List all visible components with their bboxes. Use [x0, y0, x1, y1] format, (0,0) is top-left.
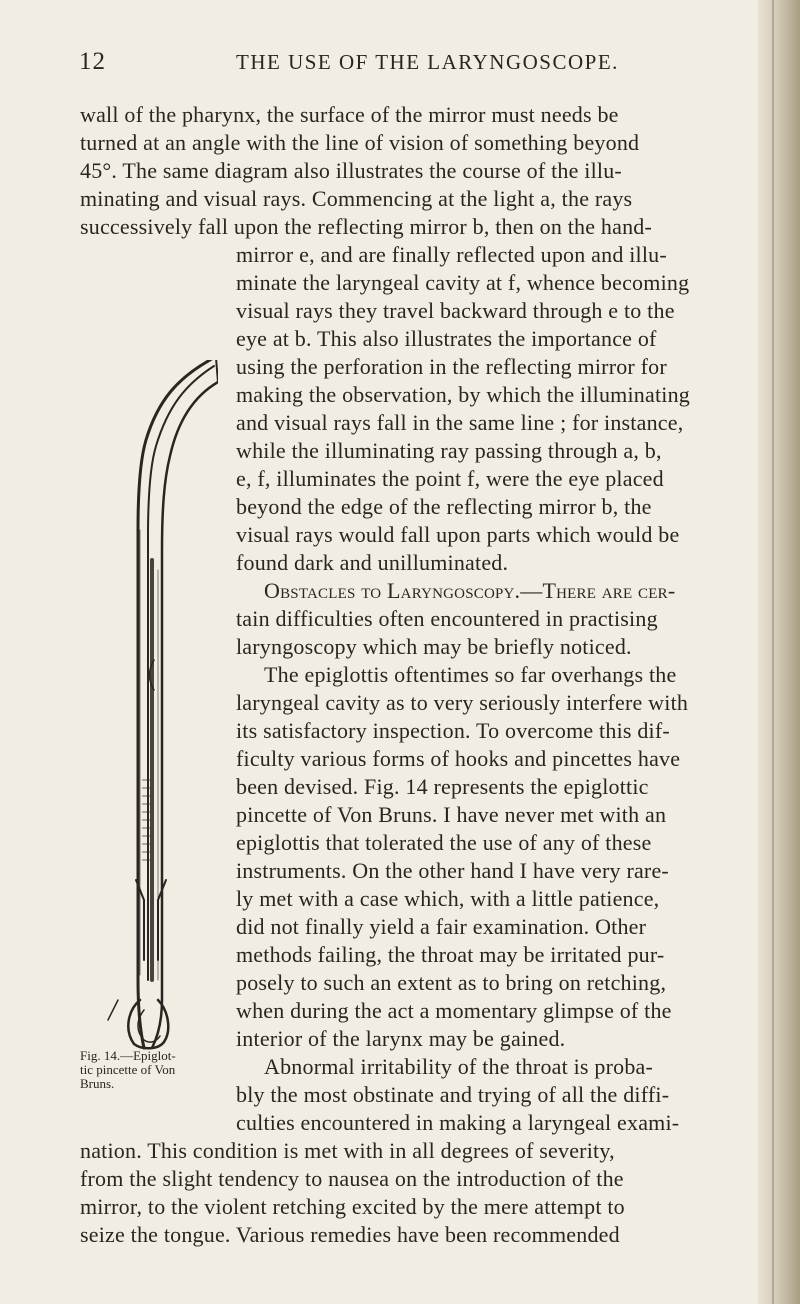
text-line: visual rays they travel backward through e to the: [236, 298, 675, 323]
page-number: 12: [79, 48, 106, 75]
text-line: ficulty various forms of hooks and pincettes have: [236, 746, 681, 771]
text-line: mirror, to the violent retching excited by the mere attempt to: [80, 1194, 625, 1219]
text-line: interior of the larynx may be gained.: [236, 1026, 566, 1051]
text-line: e, f, illuminates the point f, were the eye placed: [236, 466, 664, 491]
text-line: while the illuminating ray passing through a, b,: [236, 438, 662, 463]
text-line: mirror e, and are finally reflected upon and illu-: [236, 242, 667, 267]
text-line: its satisfactory inspection. To overcome this dif-: [236, 718, 670, 743]
text-line: The epiglottis oftentimes so far overhangs the: [264, 662, 677, 687]
text-line: beyond the edge of the reflecting mirror b, the: [236, 494, 652, 519]
figure-caption: [80, 1049, 176, 1091]
text-line: visual rays would fall upon parts which would be: [236, 522, 680, 547]
figure-caption-line: Fig. 14.—Epiglot-: [80, 1048, 176, 1063]
running-title: THE USE OF THE LARYNGOSCOPE.: [236, 50, 619, 74]
text-line: instruments. On the other hand I have very rare-: [236, 858, 669, 883]
text-line: bly the most obstinate and trying of all the diffi-: [236, 1082, 670, 1107]
text-line: culties encountered in making a laryngeal exami-: [236, 1110, 680, 1135]
text-line: successively fall upon the reflecting mirror b, then on the hand-: [80, 214, 652, 239]
text-line: making the observation, by which the illuminating: [236, 382, 691, 407]
text-line: ly met with a case which, with a little patience,: [236, 886, 660, 911]
text-line: posely to such an extent as to bring on retching,: [236, 970, 667, 995]
text-line: minate the laryngeal cavity at f, whence becoming: [236, 270, 690, 295]
text-line: from the slight tendency to nausea on the introduction of the: [80, 1166, 624, 1191]
text-line: seize the tongue. Various remedies have been recommended: [80, 1222, 620, 1247]
text-line: found dark and unilluminated.: [236, 550, 509, 575]
text-line: when during the act a momentary glimpse of the: [236, 998, 672, 1023]
text-line: been devised. Fig. 14 represents the epiglottic: [236, 774, 649, 799]
text-line: tain difficulties often encountered in practising: [236, 606, 658, 631]
text-line: turned at an angle with the line of vision of something beyond: [80, 130, 640, 155]
text-line: methods failing, the throat may be irritated pur-: [236, 942, 665, 967]
text-line: epiglottis that tolerated the use of any of these: [236, 830, 652, 855]
text-line: Abnormal irritability of the throat is proba-: [264, 1054, 654, 1079]
figure-caption-line: Bruns.: [80, 1076, 115, 1091]
text-line: wall of the pharynx, the surface of the mirror must needs be: [80, 102, 619, 127]
text-line: nation. This condition is met with in all degrees of severity,: [80, 1138, 615, 1163]
text-line: laryngeal cavity as to very seriously interfere with: [236, 690, 689, 715]
epiglottic-pincette-figure: [78, 360, 218, 1050]
page-edge-line: [772, 0, 774, 1304]
text-line: did not finally yield a fair examination. Other: [236, 914, 647, 939]
text-line: and visual rays fall in the same line ; for instance,: [236, 410, 684, 435]
text-line: eye at b. This also illustrates the importance of: [236, 326, 657, 351]
text-line: minating and visual rays. Commencing at the light a, the rays: [80, 186, 633, 211]
page-edge: [758, 0, 800, 1304]
text-line: using the perforation in the reflecting mirror for: [236, 354, 667, 379]
text-line: pincette of Von Bruns. I have never met with an: [236, 802, 667, 827]
section-heading-line: Obstacles to Laryngoscopy.—There are cer-: [264, 578, 676, 603]
text-line: 45°. The same diagram also illustrates the course of the illu-: [80, 158, 622, 183]
text-line: laryngoscopy which may be briefly noticed.: [236, 634, 632, 659]
figure-caption-line: tic pincette of Von: [80, 1062, 176, 1077]
